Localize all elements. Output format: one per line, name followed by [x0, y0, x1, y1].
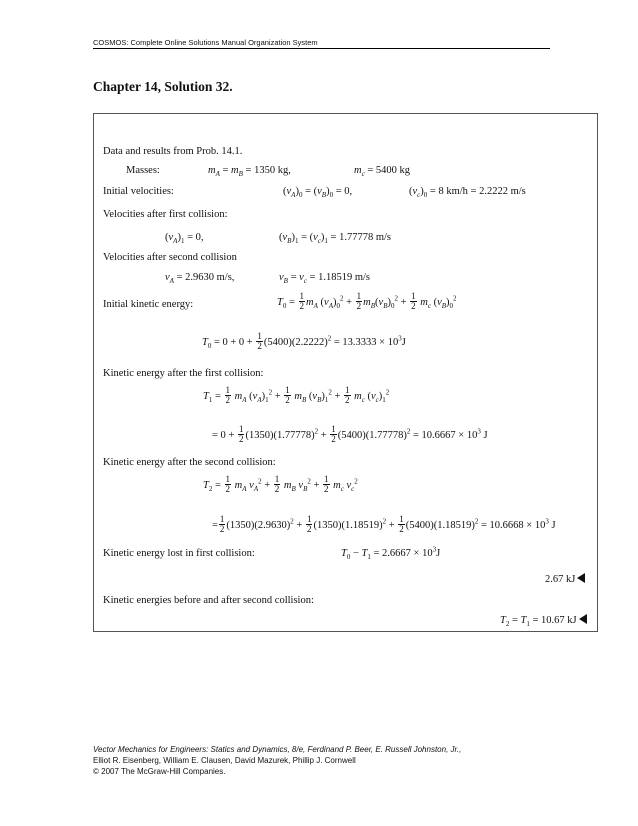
t0-value: $T_0 = 0 + 0$ + $\frac{1}{2}$ $(5400)(2.2222)^2 = 13.3333 \times 10^3J$ — [202, 331, 406, 351]
page-footer — [93, 744, 461, 777]
footer-line-2: Elliot R. Eisenberg, William E. Clausen, David Mazurek, Phillip J. Cornwell — [93, 756, 356, 765]
data-heading: Data and results from Prob. 14.1. — [103, 146, 243, 157]
first-va-eq: $(v_A)_1 = 0$, — [165, 232, 204, 246]
footer-line-3: © 2007 The McGraw-Hill Companies. — [93, 767, 226, 776]
t1-value: = 0 + $\frac{1}{2}$ $(1350)(1.77778)^2$ + $\frac{1}{2}$ $(5400)(1.77778)^2 = 10.6667 \times 10^3$ J — [212, 424, 488, 444]
second-vb-vc-eq: $v_B = v_c = 1.18519$ m/s — [279, 272, 370, 286]
page-header: COSMOS: Complete Online Solutions Manual Organization System — [93, 38, 550, 49]
t0-formula: $T_0$ = $\frac{1}{2}$ $m_A$ $(v_A)_0^2$ + $\frac{1}{2}$ $m_B(v_B)_0^2$ + $\frac{1}{2}$ $m_c$ $(v_B)_0^2$ — [277, 291, 457, 311]
t2-value: = $\frac{1}{2}$ $(1350)(2.9630)^2$ + $\frac{1}{2}$ $(1350)(1.18519)^2$ + $\frac{1}{2}$ $(5400)(1.18519)^2 = 10.6668 \times 10^3$ J — [212, 514, 556, 534]
masses-ab-eq: $m_A = m_B = 1350$ kg, — [208, 165, 291, 179]
footer-line-1: Vector Mechanics for Engineers: Statics and Dynamics, 8/e, Ferdinand P. Beer, E. Russell Johnston, Jr., — [93, 745, 462, 754]
ke-second-label: Kinetic energy after the second collision: — [103, 457, 276, 468]
initial-velocities-label: Initial velocities: — [103, 186, 174, 197]
ke-first-label: Kinetic energy after the first collision: — [103, 368, 264, 379]
answer-arrow-icon — [579, 614, 587, 624]
initial-va-vb-eq: $(v_A)_0 = (v_B)_0 = 0$, — [283, 186, 353, 200]
t1-formula: $T_1$ = $\frac{1}{2}$ $m_A$ $(v_A)_1^2$ + $\frac{1}{2}$ $m_B$ $(v_B)_1^2$ + $\frac{1}{2}$ $m_c$ $(v_c)_1^2$ — [203, 385, 390, 405]
initial-ke-label: Initial kinetic energy: — [103, 299, 194, 310]
velocities-first-label: Velocities after first collision: — [103, 209, 228, 220]
first-vb-vc-eq: $(v_B)_1 = (v_c)_1 = 1.77778$ m/s — [279, 232, 391, 246]
initial-vc-eq: $(v_c)_0 = 8$ km/h = 2.2222 m/s — [409, 186, 526, 200]
masses-c-eq: $m_c = 5400$ kg — [354, 165, 410, 179]
ke-before-after-label: Kinetic energies before and after second collision: — [103, 595, 314, 606]
ke-lost-label: Kinetic energy lost in first collision: — [103, 548, 255, 559]
second-va-eq: $v_A = 2.9630$ m/s, — [165, 272, 235, 286]
t2-formula: $T_2$ = $\frac{1}{2}$ $m_A$ $v_A^2$ + $\frac{1}{2}$ $m_B$ $v_B^2$ + $\frac{1}{2}$ $m_c$ $v_c^2$ — [203, 474, 358, 494]
velocities-second-label: Velocities after second collision — [103, 252, 237, 263]
page-title: Chapter 14, Solution 32. — [93, 79, 233, 94]
answer-arrow-icon — [577, 573, 585, 583]
ke-lost-eq: $T_0 - T_1 = 2.6667 \times 10^3J$ — [341, 545, 441, 562]
masses-label: Masses: — [126, 165, 160, 176]
answer-2: $T_2 = T_1 = 10.67$ kJ — [500, 614, 587, 627]
answer-1: 2.67 kJ — [545, 573, 585, 586]
